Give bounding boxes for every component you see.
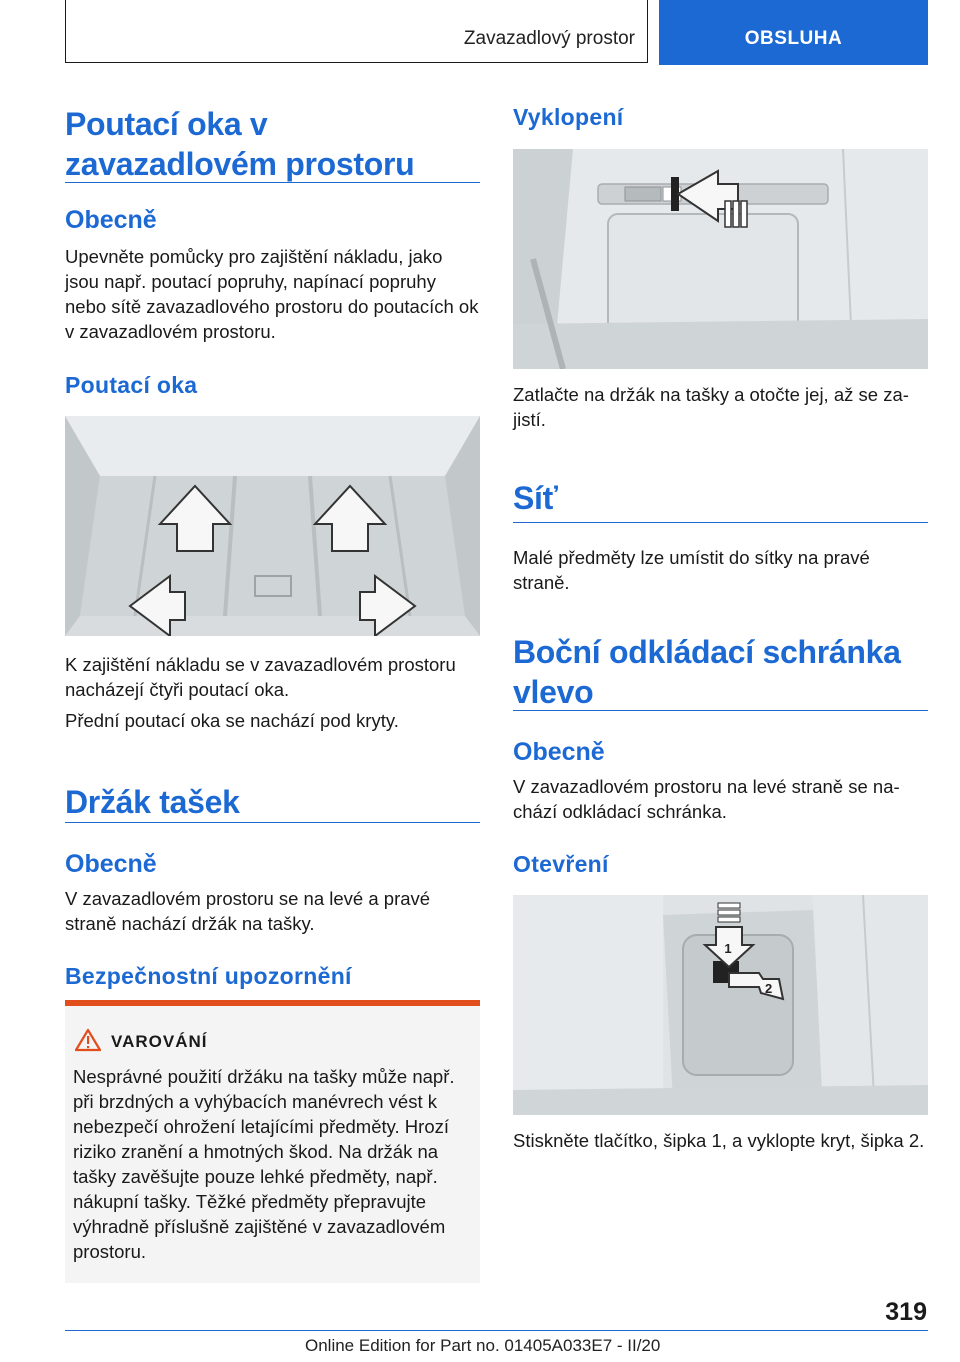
page-number: 319 [885,1298,927,1326]
heading-rule [65,182,480,183]
paragraph-opening: Stiskněte tlačítko, šipka 1, a vyklopte kryt, šipka 2. [513,1130,925,1151]
warning-triangle-icon [75,1028,101,1052]
subheading-tie-down-eyes: Poutací oka [65,372,198,398]
subheading-general: Obecně [65,850,157,878]
paragraph-four-eyes: K zajištění nákladu se v zavazadlovém prostoru nacházejí čtyři poutací oka. [65,654,456,700]
section-title: Zavazadlový prostor [463,28,635,49]
subheading-fold-out: Vyklopení [513,104,624,130]
footer-rule [65,1330,928,1331]
figure-compartment [513,895,928,1115]
paragraph-compartment: V zavazadlovém prostoru na levé straně se nachází odkládací schránka. [513,776,900,822]
bag-hook-illustration [513,149,928,369]
section-tab [65,0,648,63]
subheading-opening: Otevření [513,851,609,877]
heading-rule [513,710,928,711]
arrow-label-2: 2 [765,981,773,996]
page-header [65,0,928,65]
paragraph-net: Malé předměty lze umístit do sítky na pravé straně. [513,547,870,593]
heading-rule [513,522,928,523]
compartment-illustration [513,895,928,1115]
subheading-safety: Bezpečnostní upozornění [65,963,352,989]
paragraph-front-eyes: Přední poutací oka se nachází pod kryty. [65,710,399,731]
heading-side-compartment: Boční odkládací schránka vlevo [513,634,901,710]
heading-rule [65,822,480,823]
warning-text: Nesprávné použití držáku na tašky může např. při brzdných a vyhýbacích manévrech vést k nebezpečí ohrožení letajícími předměty. Hrozí riziko zranění a hmotných škod. Na držák na tašky zavěšujte pouze lehké předměty, např. nákupní tašky. Těžké předměty přepravujte výhradně příslušně zajištěné v zavazadlovém prostoru. [73,1066,455,1262]
heading-bag-hook: Držák tašek [65,784,240,820]
paragraph-bag-hook: V zavazadlovém prostoru se na levé a pravé straně nachází držák na tašky. [65,888,431,934]
figure-bag-hook [513,149,928,369]
figure-cargo-floor [65,416,480,636]
paragraph-fold-out: Zatlačte na držák na tašky a otočte jej, až se zajistí. [513,384,909,430]
footer-edition: Online Edition for Part no. 01405A033E7 - II/20 [305,1336,661,1355]
warning-box [65,1000,480,1283]
heading-tie-down-eyes: Poutací oka v zavazadlovém prostoru [65,106,415,182]
cargo-floor-illustration [65,416,480,636]
paragraph-general: Upevněte pomůcky pro zajištění nákladu, jako jsou např. poutací popruhy, napínací popruhy nebo sítě zavazadlového prostoru do poutacích ok v zavazadlovém prostoru. [65,246,479,342]
subheading-general: Obecně [65,206,157,234]
heading-net: Síť [513,480,558,516]
arrow-label-1: 1 [724,941,732,956]
chapter-title: OBSLUHA [744,28,843,49]
chapter-tab [659,0,928,65]
subheading-general: Obecně [513,738,605,766]
warning-title: VAROVÁNÍ [111,1032,208,1051]
